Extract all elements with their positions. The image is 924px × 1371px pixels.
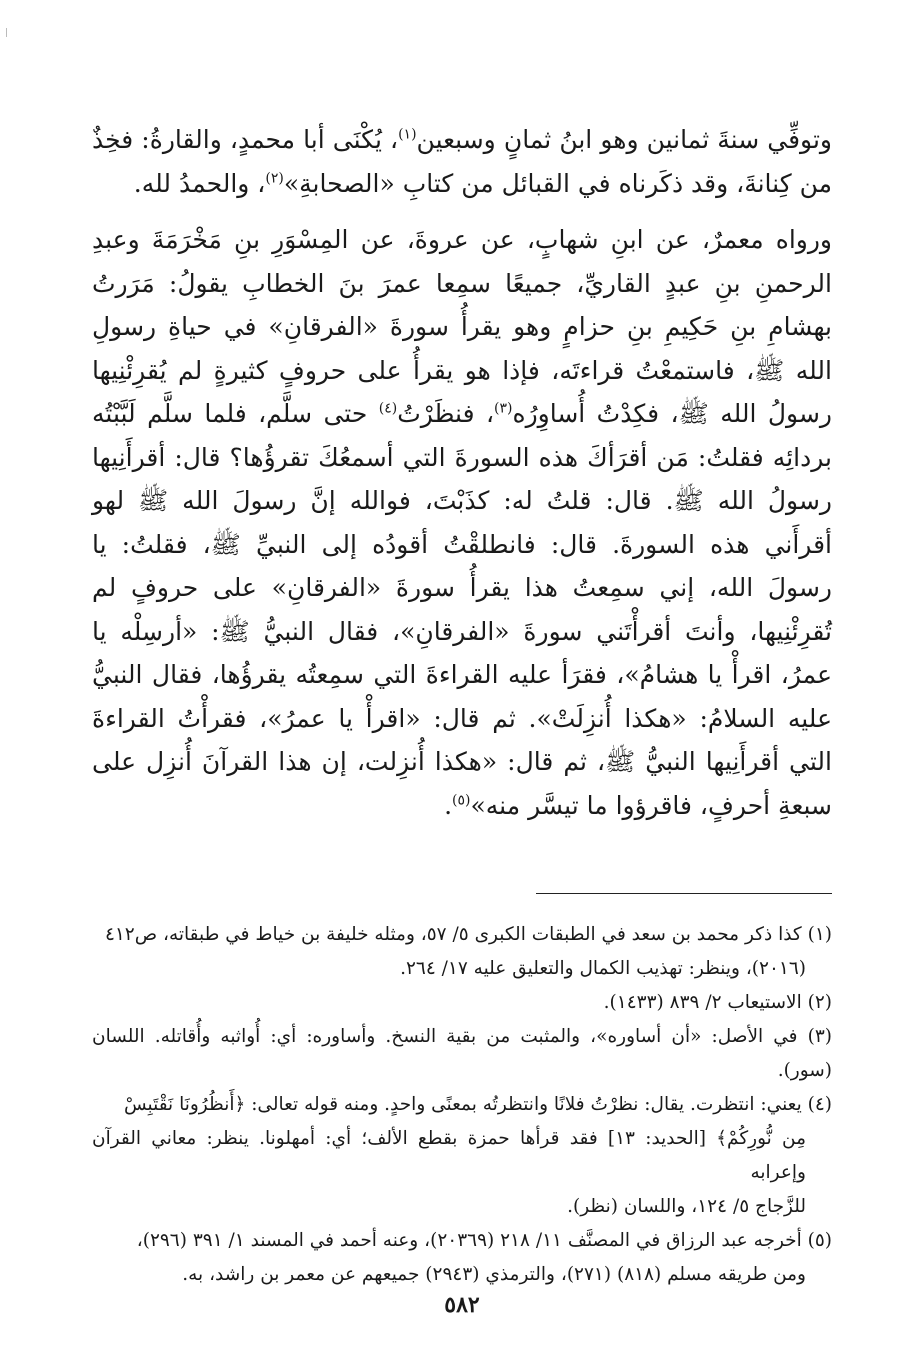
paragraph-1-text-b: ، يُكْنَى أبا محمدٍ، والقارةُ: فخِذٌ من كِنانةَ، وقد ذكَرناه في القبائل من كتابِ «الصحابةِ»	[92, 125, 832, 198]
footnote-4-line-1: (٤) يعني: انتظرت. يقال: نظرْتُ فلانًا وانتظرتُه بمعنًى واحدٍ. ومنه قوله تعالى: ﴿أَنظُرُونَا نَقْتَبِسْ	[123, 1094, 832, 1115]
paragraph-2-text-c: حتى سلَّم، فلما سلَّم لَبَّبْتُه بردائِه فقلتُ: مَن أقرَأكَ هذه السورةَ التي أسمعُكَ تقرؤُها؟ قال: أقرأَنِيها رسولُ الله ﷺ. قال: قلتُ له: كذَبْتَ، فوالله إنَّ رسولَ الله ﷺ لهو أقرأَني هذه السورةَ. قال: فانطلقْتُ أقودُه إلى النبيِّ ﷺ، فقلتُ: يا رسولَ الله، إني سمِعتُ هذا يقرأُ سورةَ «الفرقانِ» على حروفٍ لم تُقرِئْنِيها، وأنتَ أقرأْتَني سورةَ «الفرقانِ»، فقال النبيُّ ﷺ: «أرسِلْه يا عمرُ، اقرأْ يا هشامُ»، فقرَأ عليه القراءةَ التي سمِعتُه يقرؤُها، فقال النبيُّ عليه السلامُ: «هكذا أُنزِلَتْ». ثم قال: «اقرأْ يا عمرُ»، فقرأْتُ القراءةَ التي أقرأَنِيها النبيُّ ﷺ، ثم قال: «هكذا أُنزِلت، إن هذا القرآنَ أُنزِل على سبعةِ أحرفٍ، فاقرؤوا ما تيسَّر منه»	[92, 399, 832, 820]
footnote-ref-3[interactable]: (٣)	[494, 400, 513, 417]
page-number: ٥٨٢	[444, 1292, 480, 1318]
main-text	[92, 118, 832, 827]
footnote-5	[92, 1224, 832, 1292]
footnote-1	[92, 918, 832, 986]
footnote-3-line-1: (٣) في الأصل: «أن أساوره»، والمثبت من بقية النسخ. وأساوره: أي: أُواثبه وأُقاتله. اللسان (سور).	[92, 1026, 832, 1081]
footnote-ref-1[interactable]: (١)	[398, 126, 417, 143]
footnote-5-line-1: (٥) أخرجه عبد الرزاق في المصنَّف ١١/ ٢١٨ (٢٠٣٦٩)، وعنه أحمد في المسند ١/ ٣٩١ (٢٩٦)،	[136, 1230, 832, 1251]
footnotes	[92, 918, 832, 1292]
footnote-separator	[536, 893, 832, 894]
footnote-5-line-2: ومن طريقه مسلم (٨١٨) (٢٧١)، والترمذي (٢٩٤٣) جميعهم عن معمر بن راشد، به.	[182, 1264, 806, 1285]
paragraph-1-text-c: ، والحمدُ لله.	[133, 168, 266, 198]
footnote-ref-5[interactable]: (٥)	[452, 792, 471, 809]
footnote-2-line-1: (٢) الاستيعاب ٢/ ٨٣٩ (١٤٣٣).	[603, 992, 832, 1013]
paragraph-1-text-a: وتوفِّي سنةَ ثمانين وهو ابنُ ثمانٍ وسبعين	[416, 125, 832, 154]
book-page	[92, 118, 832, 1338]
crop-mark	[6, 28, 7, 37]
footnote-4-line-3: للزَّجاج ٥/ ١٢٤، واللسان (نظر).	[567, 1196, 806, 1217]
footnote-4-line-2: مِن نُّورِكُمْ﴾ [الحديد: ١٣] فقد قرأها حمزة بقطع الألف؛ أي: أمهلونا. ينظر: معاني القرآن وإعرابه	[92, 1128, 806, 1183]
footnote-3	[92, 1020, 832, 1088]
footnote-ref-4[interactable]: (٤)	[378, 400, 398, 417]
paragraph-2-text-d: .	[444, 790, 453, 820]
paragraph-1	[92, 118, 832, 205]
footnote-ref-2[interactable]: (٢)	[265, 170, 284, 187]
paragraph-2-text-a: ورواه معمرٌ، عن ابنِ شهابٍ، عن عروةَ، عن المِسْوَرِ بنِ مَخْرَمَةَ وعبدِ الرحمنِ بنِ عبدٍ القاريِّ، جميعًا سمِعا عمرَ بنَ الخطابِ يقولُ: مَرَرتُ بهشامِ بنِ حَكِيمِ بنِ حزامٍ وهو يقرأُ سورةَ «الفرقانِ» في حياةِ رسولِ الله ﷺ، فاستمعْتُ قراءتَه، فإذا هو يقرأُ على حروفٍ كثيرةٍ لم يُقرِئْنِيها رسولُ الله ﷺ، فكِدْتُ أُساوِرُه	[92, 225, 832, 428]
footnote-1-line-1: (١) كذا ذكر محمد بن سعد في الطبقات الكبرى ٥/ ٥٧، ومثله خليفة بن خياط في طبقاته، ص٤١٢	[104, 924, 832, 945]
footnote-2	[92, 986, 832, 1020]
footnote-1-line-2: (٢٠١٦)، وينظر: تهذيب الكمال والتعليق عليه ١٧/ ٢٦٤.	[400, 958, 806, 979]
footnote-4	[92, 1088, 832, 1224]
paragraph-2-text-b: ، فنظَرْتُ	[397, 399, 495, 428]
paragraph-2	[92, 218, 832, 827]
